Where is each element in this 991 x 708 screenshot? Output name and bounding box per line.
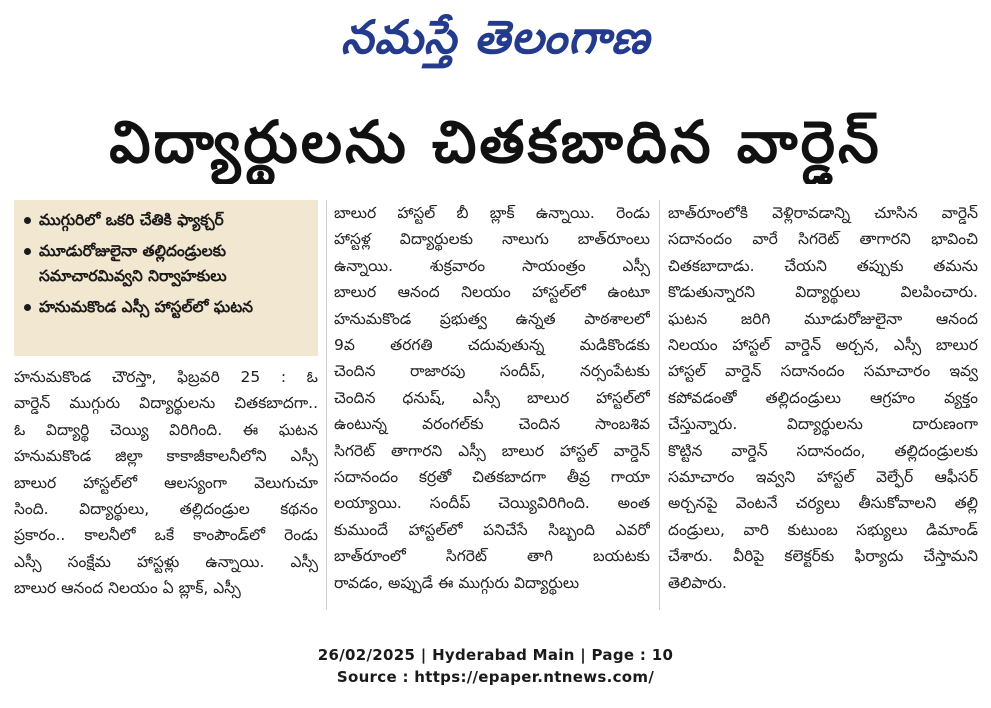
article-line: ఉన్నాయి. శుక్రవారం సాయంత్రం ఎస్సీ (334, 256, 650, 275)
article-line: ఘటన జరిగి మూడురోజులైనా ఆనంద (668, 309, 978, 328)
article-line: బాలుర ఆనంద నిలయం ఏ బ్లాక్, ఎస్సీ (14, 579, 241, 598)
article-line: హాస్టళ్ల విద్యార్థులకు నాలుగు బాత్‌రూంలు (334, 230, 650, 249)
article-line: బాలుర ఆనంద నిలయం హాస్టల్‌లో ఉంటూ (334, 283, 650, 302)
footer-source: Source : https://epaper.ntnews.com/ (336, 668, 655, 686)
article-line: సదానందం వారే సిగరెట్ తాగారని భావించి (668, 230, 978, 249)
article-line: సిగరెట్ తాగారని ఎస్సీ బాలుర హాస్టల్ వార్డెన్ (334, 441, 650, 460)
highlight-text: ముగ్గురిలో ఒకరి చేతికి ఫ్యాక్చర్ (39, 211, 224, 229)
article-line: సింది. విద్యార్థులు, తల్లిదండ్రుల కథనం (14, 500, 318, 519)
article-line: కొడుతున్నారని విద్యార్థులు విలపించారు. (668, 283, 978, 302)
column-divider (659, 200, 660, 610)
article-line: రావడం, అప్పుడే ఈ ముగ్గురు విద్యార్థులు (334, 573, 580, 592)
article-line: ప్రకారం.. కాలనీలో ఒకే కాంపౌండ్‌లో రెండు (14, 526, 318, 545)
article-line: చెందిన ధనుష్, ఎస్సీ బాలుర హాస్టల్‌లో (334, 388, 650, 407)
highlights-box (14, 200, 318, 356)
highlight-text: హనుమకొండ ఎస్సీ హాస్టల్‌లో ఘటన (39, 298, 254, 316)
bullet-icon (24, 217, 31, 224)
article-column-3 (668, 200, 978, 596)
article-headline: విద్యార్థులను చితకబాదిన వార్డెన్ (109, 108, 882, 176)
article-line: దండ్రులు, వారి కుటుంబ సభ్యులు డిమాండ్ (668, 520, 978, 539)
article-line: కొట్టిన వార్డెన్ సదానందం, తల్లిదండ్రులకు (668, 441, 978, 460)
bullet-icon (24, 304, 31, 311)
article-line: ఓ విద్యార్థి చెయ్యి విరిగింది. ఈ ఘటన (14, 420, 318, 439)
article-line: చెందిన రాజారపు సందీప్, నర్సంపేటకు (334, 362, 650, 381)
article-column-2 (334, 200, 650, 596)
article-line: వార్డెన్ ముగ్గురు విద్యార్థులను చితకబాదగా.. (14, 394, 318, 413)
bullet-icon (24, 248, 31, 255)
article-line: కపోవడంతో తల్లిదండ్రులు ఆగ్రహం వ్యక్తం (668, 388, 978, 407)
article-line: ఉంటున్న వరంగల్‌కు చెందిన సాంబశివ (334, 415, 650, 434)
masthead-logo: నమస్తే తెలంగాణ (340, 10, 651, 64)
highlight-text: మూడురోజులైనా తల్లిదండ్రులకు సమాచారమివ్వని నిర్వాహకులు (39, 242, 227, 285)
article-line: 9వ తరగతి చదువుతున్న మడికొండకు (334, 336, 650, 355)
highlight-item (22, 208, 312, 233)
article-line: హనుమకొండ జిల్లా కాకాజీకాలనీలోని ఎస్సీ (14, 447, 318, 466)
article-line: తెలిపారు. (668, 573, 727, 592)
article-line: బాలుర హాస్టల్‌లో ఆలస్యంగా వెలుగుచూ (14, 473, 318, 492)
article-line: హాస్టల్ వార్డెన్ సదానందం సమాచారం ఇవ్వ (668, 362, 978, 381)
article-line: చితకబాదాడు. చేయని తప్పుకు తమను (668, 256, 978, 275)
article-line: అర్చనపై వెంటనే చర్యలు తీసుకోవాలని తల్లి (668, 494, 978, 513)
highlight-item (22, 295, 312, 320)
article-line: బాత్‌రూంలోకి వెళ్లిరావడాన్ని చూసిన వార్డెన్ (668, 204, 978, 222)
article-line: సదానందం కర్రతో చితకబాదగా తీవ్ర గాయా (334, 468, 650, 487)
highlight-item (22, 239, 312, 289)
article-line: హనుమకొండ ప్రభుత్వ ఉన్నత పాఠశాలలో (334, 309, 650, 328)
article-line: చేశారు. వీరిపై కలెక్టర్‌కు ఫిర్యాదు చేస్తామని (668, 547, 978, 566)
article-line: నిలయం హాస్టల్ వార్డెన్ అర్చన, ఎస్సీ బాలుర (668, 336, 978, 355)
article-line: సమాచారం ఇవ్వని హాస్టల్ వెల్ఫేర్ ఆఫీసర్ (668, 468, 978, 487)
article-line: ఎస్సీ సంక్షేమ హాస్టళ్లు ఉన్నాయి. ఎస్సీ (14, 552, 318, 571)
article-column-1 (14, 364, 318, 602)
column-divider (326, 200, 327, 610)
article-line: హనుమకొండ చౌరస్తా, ఫిబ్రవరి 25 : ఓ (14, 368, 318, 386)
article-line: బాలుర హాస్టల్ బీ బ్లాక్ ఉన్నాయి. రెండు (334, 204, 650, 222)
article-line: లయ్యాయి. సందీప్ చెయ్యివిరిగింది. అంత (334, 494, 650, 513)
article-line: కుముందే హాస్టల్‌లో పనిచేసే సిబ్బంది ఎవరో (334, 520, 650, 539)
article-line: చేస్తున్నారు. విద్యార్థులను దారుణంగా (668, 415, 978, 434)
footer-date-page: 26/02/2025 | Hyderabad Main | Page : 10 (317, 646, 674, 664)
article-line: బాత్‌రూంలో సిగరెట్ తాగి బయటకు (334, 547, 650, 566)
